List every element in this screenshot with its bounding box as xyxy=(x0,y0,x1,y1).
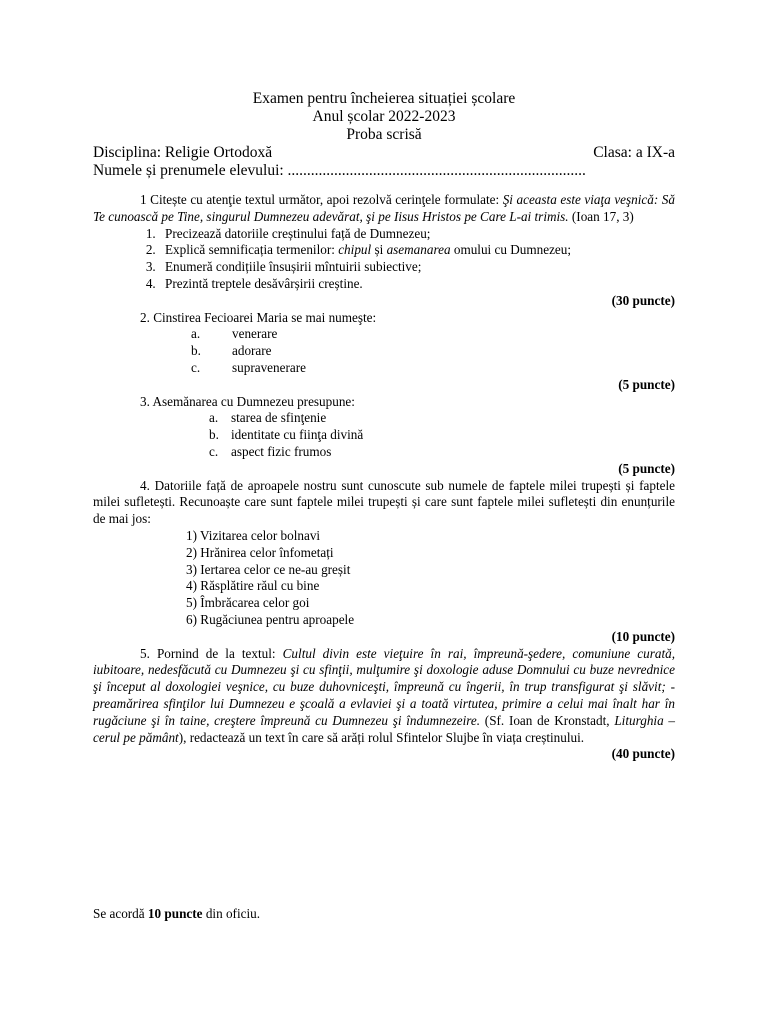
q1-points: (30 puncte) xyxy=(611,292,675,308)
question-3: 3. Asemănarea cu Dumnezeu presupune: xyxy=(140,393,355,409)
q5-points: (40 puncte) xyxy=(611,746,675,762)
exam-title: Examen pentru încheierea situației școlare xyxy=(252,90,516,107)
discipline: Disciplina: Religie Ortodoxă xyxy=(93,144,273,161)
q3-option: b. identitate cu fiinţa divină xyxy=(209,427,364,443)
footer-note: Se acordă 10 puncte din oficiu. xyxy=(93,906,261,921)
school-year: Anul școlar 2022-2023 xyxy=(312,108,456,125)
q1-item: 1. Precizează datoriile creștinului față de Dumnezeu; xyxy=(159,226,675,243)
q1-item: 3. Enumeră condițiile însușirii mîntuirii subiective; xyxy=(159,259,675,276)
q3-points: (5 puncte) xyxy=(618,460,675,476)
q5-quote: Cultul divin este vieţuire în rai, împreună-şedere, comuniune curată, iubitoare, nedesfăcută cu Dumnezeu şi cu sfinţii, mulţumire şi doxologie aduse Domnului cu buze nevrednice şi început al doxologiei veşnice, cu buze duhovniceşti, împreună cu îngerii, în trup transfigurat şi slăvit; - preamărirea sfinţilor lui Dumnezeu e şcoală a evlaviei şi a toată virtutea, primire a celui mai înalt har în rugăciune şi în taine, creştere împreună cu Dumnezeu şi îndumnezeire. xyxy=(93,645,675,728)
q1-quote: Şi aceasta este viaţa veşnică: Să Te cunoască pe Tine, singurul Dumnezeu adevărat, şi pe Iisus Hristos pe Care L-ai trimis. xyxy=(93,192,675,224)
q2-option: b. adorare xyxy=(191,343,272,359)
q2-points: (5 puncte) xyxy=(618,376,675,392)
question-1 xyxy=(93,192,675,226)
q1-reference: (Ioan 17, 3) xyxy=(568,208,634,224)
q4-list xyxy=(93,528,675,629)
q4-item: 1) Vizitarea celor bolnavi xyxy=(186,527,321,543)
test-type: Proba scrisă xyxy=(346,126,422,143)
q3-option: c. aspect fizic frumos xyxy=(209,443,332,459)
q4-item: 2) Hrănirea celor înfometați xyxy=(186,544,334,560)
q2-option: a. venerare xyxy=(191,326,278,342)
student-name-row xyxy=(93,162,675,180)
exam-body xyxy=(93,192,675,763)
q4-item: 6) Rugăciunea pentru aproapele xyxy=(186,611,355,627)
student-name-field: Numele și prenumele elevului: ............................................................................. xyxy=(93,162,586,179)
q4-item: 3) Iertarea celor ce ne-au greșit xyxy=(186,561,351,577)
discipline-row xyxy=(93,144,675,162)
question-2: 2. Cinstirea Fecioarei Maria se mai numeşte: xyxy=(140,309,377,325)
q3-options xyxy=(93,410,675,460)
q4-points: (10 puncte) xyxy=(611,628,675,644)
q1-item: 2. Explică semnificația termenilor: chipul și asemanarea omului cu Dumnezeu; xyxy=(159,242,675,259)
q2-options xyxy=(93,326,675,376)
q1-requirements xyxy=(93,226,675,293)
q4-item: 5) Îmbrăcarea celor goi xyxy=(186,595,310,611)
q5-source-title: Liturghia – cerul pe pământ xyxy=(93,712,675,745)
q1-item: 4. Prezintă treptele desăvârșirii creștine. xyxy=(159,276,675,293)
bonus-points: 10 puncte xyxy=(147,906,203,921)
q1-intro: 1 Citește cu atenţie textul următor, apoi rezolvă cerinţele formulate: xyxy=(140,192,503,207)
question-4: 4. Datoriile față de aproapele nostru sunt cunoscute sub numele de faptele milei trupești și faptele milei sufletești. Recunoaște care sunt faptele milei trupești și care sunt faptele milei sufletești din enunțurile de mai jos: xyxy=(93,477,675,527)
class-label: Clasa: a IX-a xyxy=(593,144,675,161)
exam-header xyxy=(93,90,675,144)
q5-intro: 5. Pornind de la textul: xyxy=(140,645,283,661)
q4-item: 4) Răsplătire răul cu bine xyxy=(186,578,320,594)
exam-page xyxy=(93,90,675,763)
q3-option: a. starea de sfinţenie xyxy=(209,410,327,426)
question-5: 5. Pornind de la textul: Cultul divin este vieţuire în rai, împreună-şedere, comuniune curată, iubitoare, nedesfăcută cu Dumnezeu şi cu sfinţii, mulţumire şi doxologie aduse Domnului cu buze nevrednice şi început al doxologiei veşnice, cu buze duhovniceşti, împreună cu îngerii, în trup transfigurat şi slăvit; - preamărirea sfinţilor lui Dumnezeu e şcoală a evlaviei şi a toată virtutea, primire a celui mai înalt har în rugăciune şi în taine, creştere împreună cu Dumnezeu şi îndumnezeire. (Sf. Ioan de Kronstadt, Liturghia – cerul pe pământ), redactează un text în care să arăți rolul Sfintelor Slujbe în viața creștinului. xyxy=(93,645,675,745)
q2-option: c. supravenerare xyxy=(191,359,306,375)
